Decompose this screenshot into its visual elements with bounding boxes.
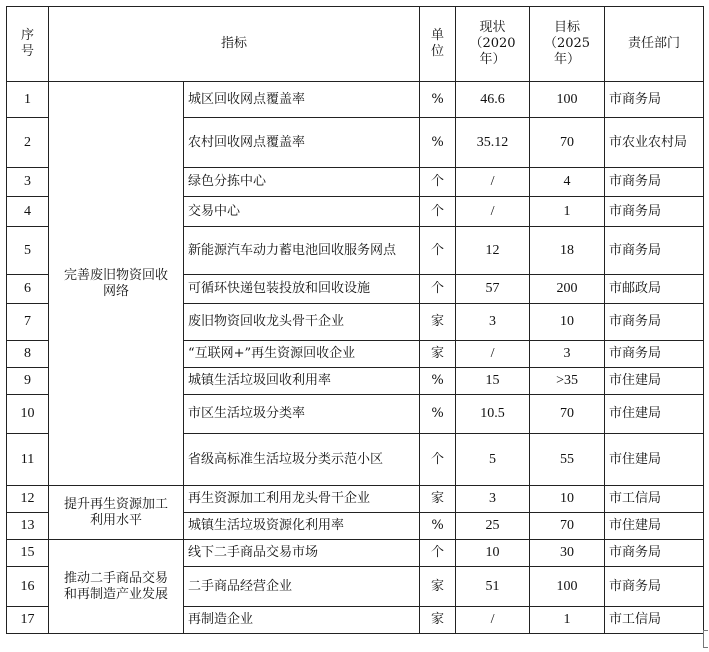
row-target: 30 xyxy=(530,540,605,567)
row-seq: 11 xyxy=(7,434,49,486)
row-target: 1 xyxy=(530,197,605,227)
row-unit: 家 xyxy=(420,341,456,368)
row-dept: 市商务局 xyxy=(605,341,704,368)
row-dept: 市住建局 xyxy=(605,368,704,395)
row-indicator: 再生资源加工利用龙头骨干企业 xyxy=(184,486,420,513)
row-dept: 市住建局 xyxy=(605,434,704,486)
row-unit: 家 xyxy=(420,486,456,513)
row-seq: 16 xyxy=(7,567,49,607)
row-target: 1 xyxy=(530,607,605,634)
row-target: 70 xyxy=(530,513,605,540)
row-unit: 家 xyxy=(420,607,456,634)
row-dept: 市商务局 xyxy=(605,168,704,197)
row-target: 55 xyxy=(530,434,605,486)
indicator-table xyxy=(6,6,704,634)
row-target: 70 xyxy=(530,118,605,168)
row-dept: 市工信局 xyxy=(605,486,704,513)
row-indicator: 城镇生活垃圾资源化利用率 xyxy=(184,513,420,540)
header-unit: 单 位 xyxy=(420,7,456,82)
row-unit: % xyxy=(420,513,456,540)
row-seq: 6 xyxy=(7,275,49,304)
row-seq: 1 xyxy=(7,82,49,118)
row-seq: 17 xyxy=(7,607,49,634)
category-cell: 完善废旧物资回收网络 xyxy=(49,82,184,486)
row-indicator: 可循环快递包装投放和回收设施 xyxy=(184,275,420,304)
row-current: / xyxy=(456,168,530,197)
row-current: 3 xyxy=(456,304,530,341)
row-unit: % xyxy=(420,118,456,168)
row-indicator: “互联网+”再生资源回收企业 xyxy=(184,341,420,368)
row-target: 18 xyxy=(530,227,605,275)
row-seq: 15 xyxy=(7,540,49,567)
row-current: 12 xyxy=(456,227,530,275)
row-unit: 个 xyxy=(420,434,456,486)
row-unit: % xyxy=(420,368,456,395)
header-indicator: 指标 xyxy=(49,7,420,82)
row-seq: 9 xyxy=(7,368,49,395)
header-dept: 责任部门 xyxy=(605,7,704,82)
row-unit: % xyxy=(420,395,456,434)
category-cell: 推动二手商品交易和再制造产业发展 xyxy=(49,540,184,634)
row-unit: 个 xyxy=(420,540,456,567)
row-seq: 4 xyxy=(7,197,49,227)
row-indicator: 市区生活垃圾分类率 xyxy=(184,395,420,434)
row-current: 46.6 xyxy=(456,82,530,118)
row-current: 35.12 xyxy=(456,118,530,168)
row-unit: 个 xyxy=(420,168,456,197)
row-indicator: 新能源汽车动力蓄电池回收服务网点 xyxy=(184,227,420,275)
row-unit: 个 xyxy=(420,227,456,275)
row-dept: 市商务局 xyxy=(605,227,704,275)
row-indicator: 绿色分拣中心 xyxy=(184,168,420,197)
row-current: 25 xyxy=(456,513,530,540)
row-unit: 家 xyxy=(420,567,456,607)
row-dept: 市农业农村局 xyxy=(605,118,704,168)
row-current: 57 xyxy=(456,275,530,304)
row-indicator: 省级高标准生活垃圾分类示范小区 xyxy=(184,434,420,486)
row-dept: 市住建局 xyxy=(605,513,704,540)
row-target: 3 xyxy=(530,341,605,368)
row-target: 100 xyxy=(530,567,605,607)
row-indicator: 废旧物资回收龙头骨干企业 xyxy=(184,304,420,341)
row-dept: 市商务局 xyxy=(605,82,704,118)
row-target: 200 xyxy=(530,275,605,304)
row-unit: 个 xyxy=(420,275,456,304)
header-seq: 序 号 xyxy=(7,7,49,82)
row-current: 3 xyxy=(456,486,530,513)
header-target: 目标 （2025 年） xyxy=(530,7,605,82)
page-edge-mark xyxy=(703,630,708,648)
row-indicator: 城镇生活垃圾回收利用率 xyxy=(184,368,420,395)
row-current: 5 xyxy=(456,434,530,486)
table-row xyxy=(7,82,704,118)
row-dept: 市商务局 xyxy=(605,197,704,227)
row-target: 70 xyxy=(530,395,605,434)
row-seq: 8 xyxy=(7,341,49,368)
row-dept: 市住建局 xyxy=(605,395,704,434)
row-target: 100 xyxy=(530,82,605,118)
header-current: 现状 （2020 年） xyxy=(456,7,530,82)
row-indicator: 线下二手商品交易市场 xyxy=(184,540,420,567)
row-dept: 市商务局 xyxy=(605,567,704,607)
category-cell: 提升再生资源加工利用水平 xyxy=(49,486,184,540)
row-dept: 市商务局 xyxy=(605,540,704,567)
row-seq: 12 xyxy=(7,486,49,513)
row-seq: 3 xyxy=(7,168,49,197)
row-dept: 市商务局 xyxy=(605,304,704,341)
row-current: 10 xyxy=(456,540,530,567)
row-current: 10.5 xyxy=(456,395,530,434)
row-seq: 10 xyxy=(7,395,49,434)
row-indicator: 城区回收网点覆盖率 xyxy=(184,82,420,118)
row-current: / xyxy=(456,607,530,634)
row-dept: 市邮政局 xyxy=(605,275,704,304)
row-unit: 个 xyxy=(420,197,456,227)
header-row xyxy=(7,7,704,82)
row-current: / xyxy=(456,341,530,368)
row-indicator: 再制造企业 xyxy=(184,607,420,634)
table-row xyxy=(7,540,704,567)
row-current: / xyxy=(456,197,530,227)
row-target: 10 xyxy=(530,486,605,513)
row-target: 4 xyxy=(530,168,605,197)
row-target: >35 xyxy=(530,368,605,395)
row-current: 51 xyxy=(456,567,530,607)
row-unit: % xyxy=(420,82,456,118)
row-indicator: 交易中心 xyxy=(184,197,420,227)
row-dept: 市工信局 xyxy=(605,607,704,634)
table-row xyxy=(7,486,704,513)
row-unit: 家 xyxy=(420,304,456,341)
row-seq: 13 xyxy=(7,513,49,540)
row-seq: 2 xyxy=(7,118,49,168)
row-indicator: 二手商品经营企业 xyxy=(184,567,420,607)
row-target: 10 xyxy=(530,304,605,341)
row-seq: 5 xyxy=(7,227,49,275)
row-current: 15 xyxy=(456,368,530,395)
row-seq: 7 xyxy=(7,304,49,341)
row-indicator: 农村回收网点覆盖率 xyxy=(184,118,420,168)
